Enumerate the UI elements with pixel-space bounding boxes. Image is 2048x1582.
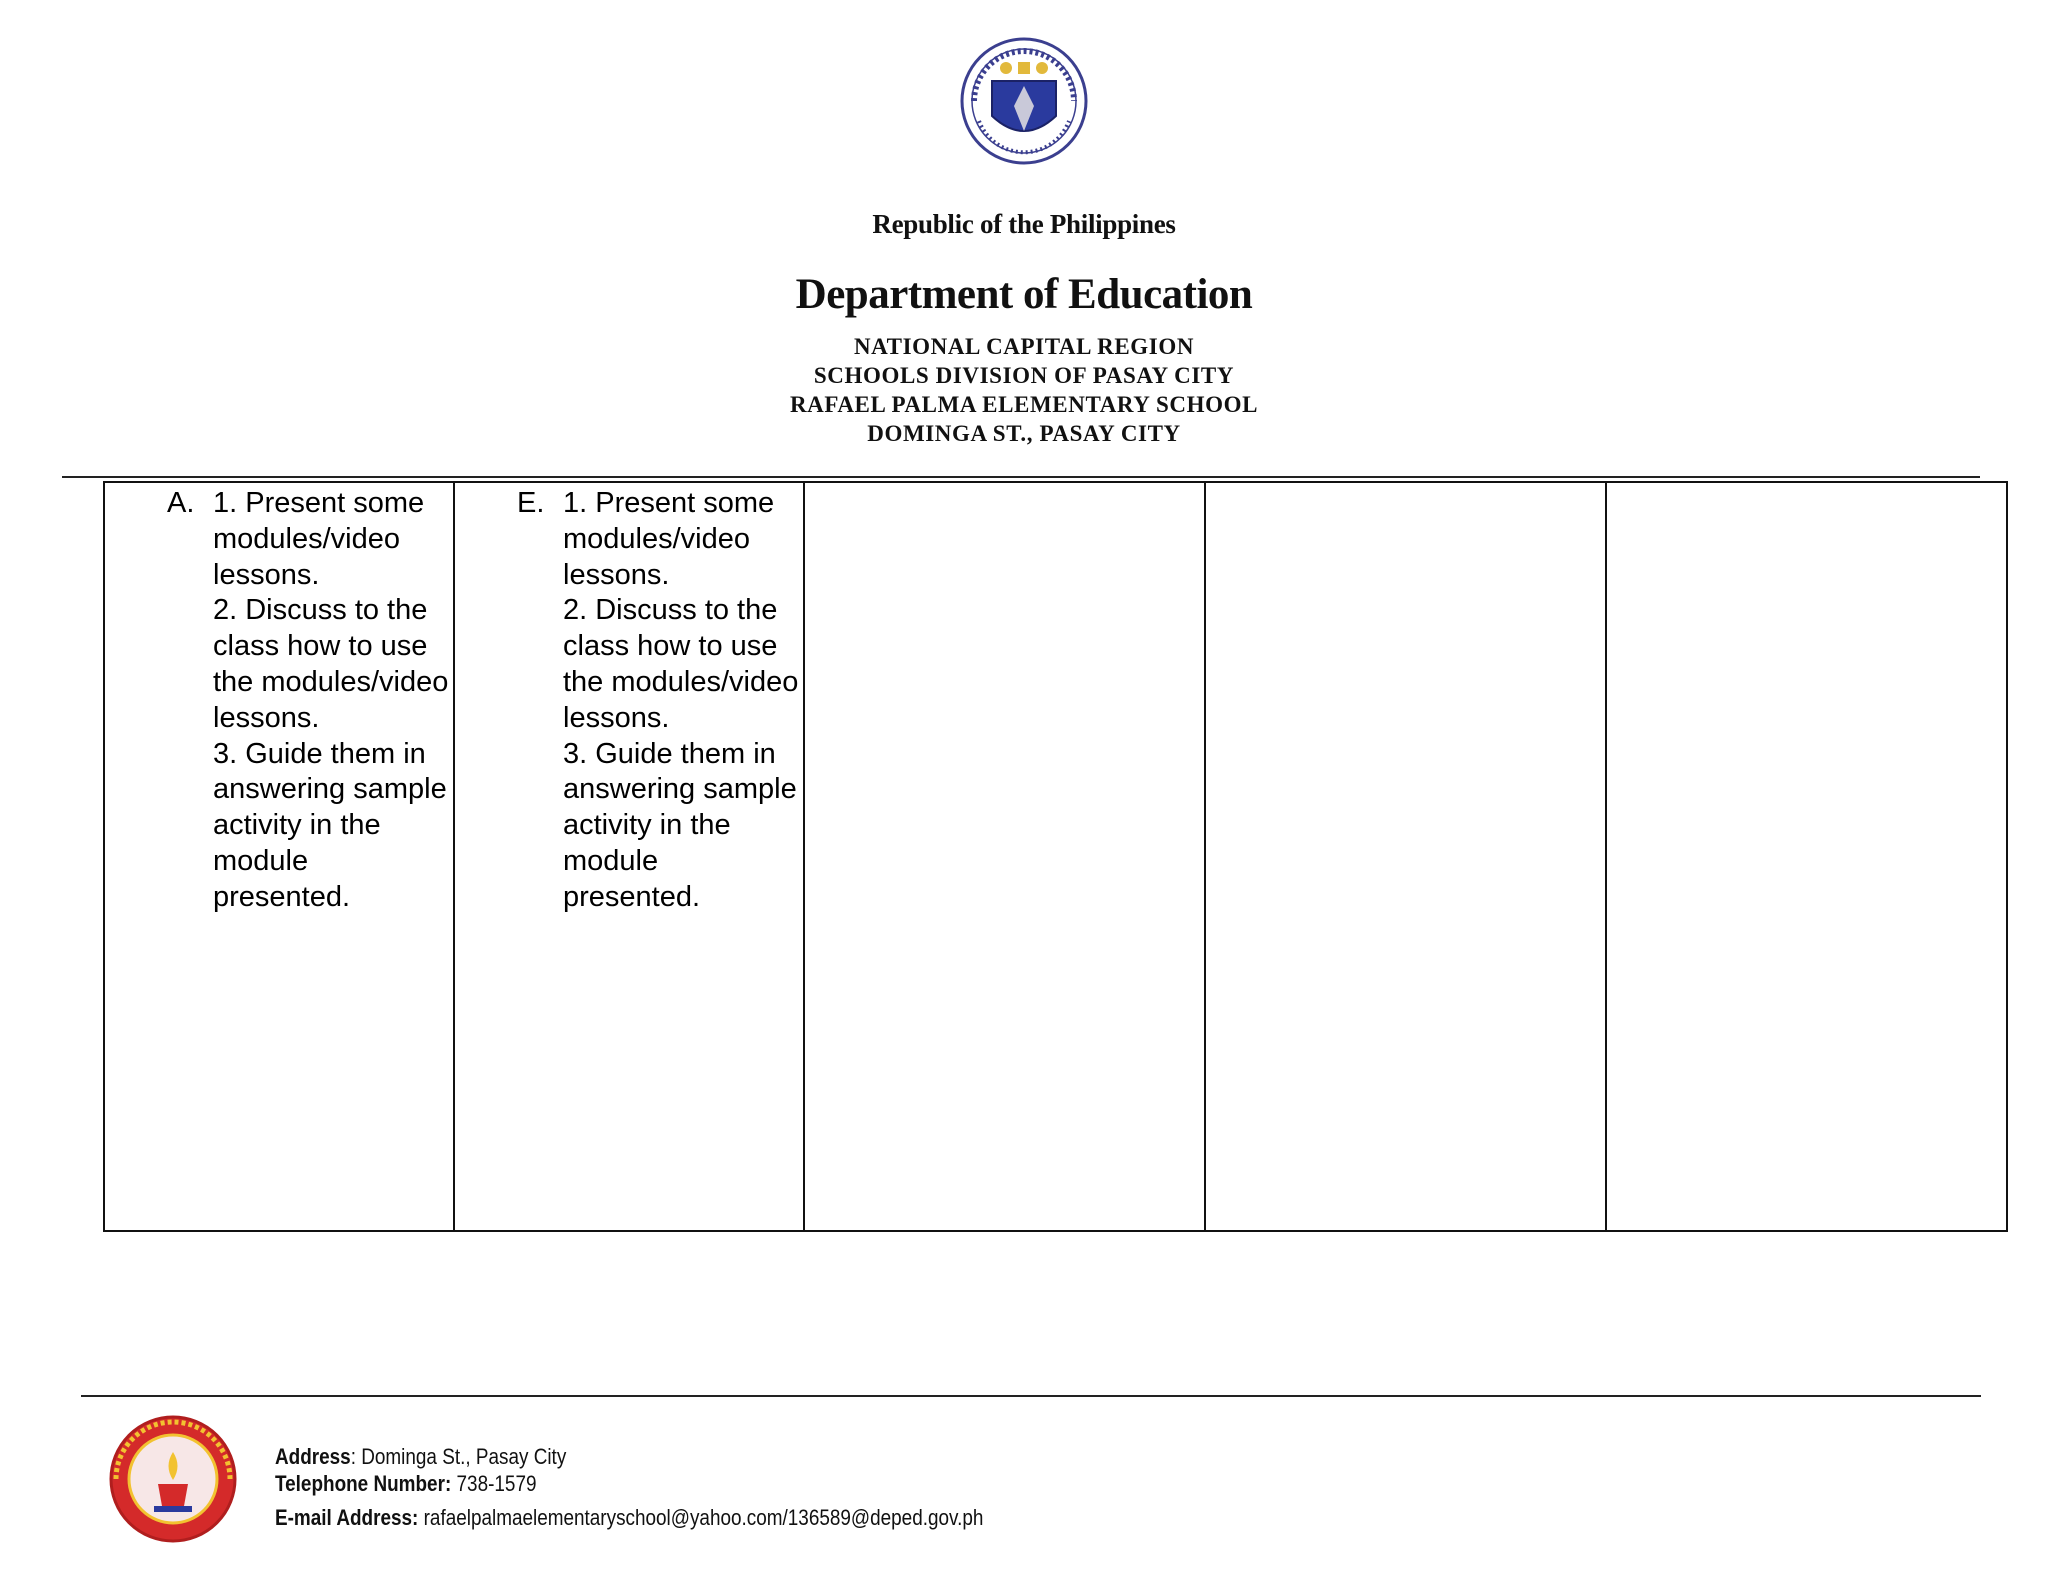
header-divider: [62, 476, 1980, 478]
cell-1-item-2: 2. Discuss to the class how to use the modules/video lessons.: [213, 594, 449, 734]
street-line: DOMINGA ST., PASAY CITY: [867, 421, 1181, 446]
cell-1-item-3: 3. Guide them in answering sample activity in the module presented.: [213, 737, 447, 913]
table-cell-1: [105, 483, 455, 1230]
division-line: SCHOOLS DIVISION OF PASAY CITY: [813, 363, 1235, 388]
cell-2-item-1: 1. Present some modules/video lessons.: [563, 487, 775, 591]
cell-2-letter: E.: [517, 487, 545, 519]
table-cell-4: [1206, 483, 1607, 1230]
phone-value: 738-1579: [456, 1471, 537, 1496]
footer-address: [275, 1444, 566, 1470]
republic-title: Republic of the Philippines: [872, 209, 1176, 239]
cell-1-item-1: 1. Present some modules/video lessons.: [213, 487, 425, 591]
region-line: NATIONAL CAPITAL REGION: [853, 334, 1195, 359]
footer-email: [275, 1505, 983, 1531]
address-value: : Dominga St., Pasay City: [350, 1444, 567, 1469]
cell-1-letter: A.: [167, 487, 195, 519]
footer-phone: [275, 1471, 536, 1497]
table-cell-2: [455, 483, 805, 1230]
table-cell-3: [805, 483, 1206, 1230]
email-label: E-mail Address:: [275, 1505, 419, 1530]
footer-divider: [81, 1395, 1981, 1397]
department-title: Department of Education: [795, 271, 1253, 318]
school-line: RAFAEL PALMA ELEMENTARY SCHOOL: [789, 392, 1259, 417]
address-label: Address: [275, 1444, 351, 1469]
table-cell-5: [1607, 483, 2006, 1230]
phone-label: Telephone Number:: [275, 1471, 452, 1496]
lesson-plan-table: [103, 481, 2008, 1232]
deped-seal-logo: [954, 36, 1094, 166]
email-value: rafaelpalmaelementaryschool@yahoo.com/136589@deped.gov.ph: [423, 1505, 984, 1530]
school-seal-logo: [106, 1414, 240, 1544]
cell-2-item-3: 3. Guide them in answering sample activity in the module presented.: [563, 737, 797, 913]
cell-2-item-2: 2. Discuss to the class how to use the modules/video lessons.: [563, 594, 799, 734]
